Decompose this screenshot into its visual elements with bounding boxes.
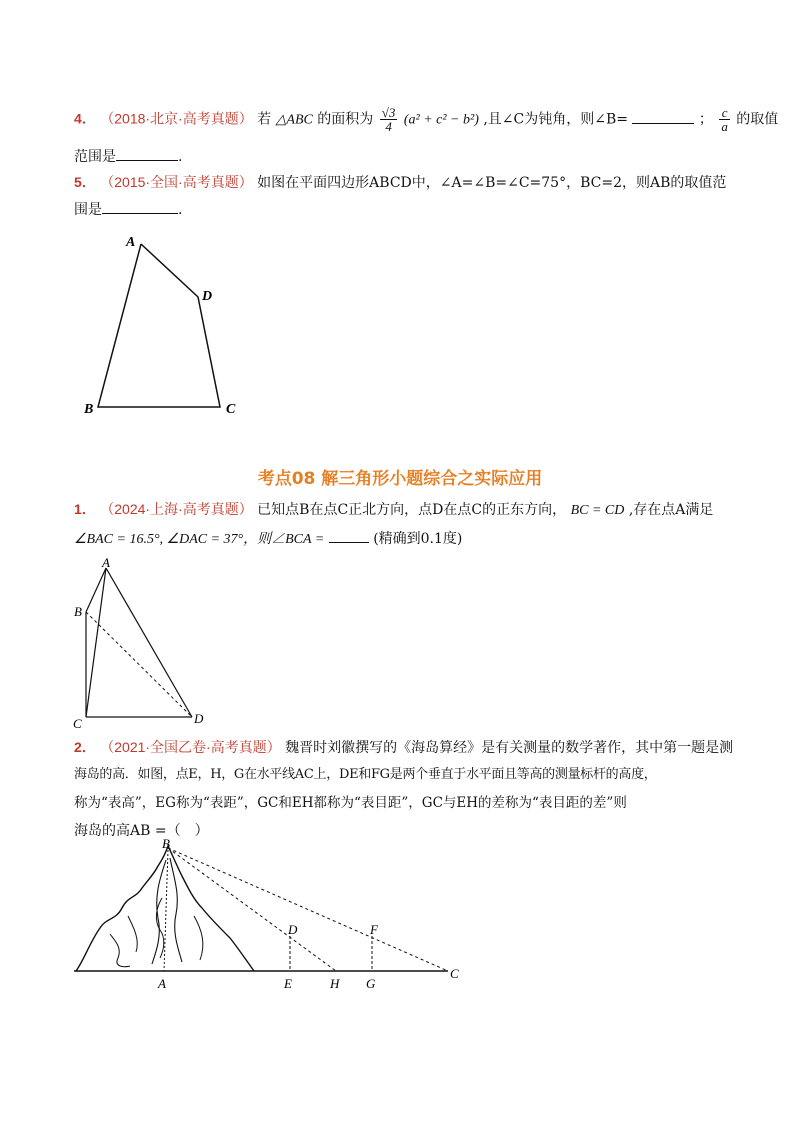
s1-line2 [74,528,462,550]
island-label-g: G [366,976,376,991]
q4-expression: (a² + c² − b²) [403,112,479,128]
island-label-b: B [162,838,170,851]
s2-number: 2． [74,739,96,755]
island-label-c: C [450,966,459,981]
island-ridge-3 [156,898,163,958]
tri-label-d: D [194,711,204,726]
q5-number: 5． [74,174,96,190]
s1-equation: BC = CD [570,503,625,518]
quad-label-a: A [126,235,136,250]
island-label-a: A [158,976,166,991]
quadrilateral-figure [80,230,250,420]
q4-text-1: 若 [257,111,272,128]
q4-fraction [380,106,398,133]
q4-line2 [74,146,182,167]
q4-source: （2018·北京·高考真题） [100,110,253,127]
quad-label-b: B [84,402,94,417]
q5-line2 [74,199,182,220]
q4-answer-blank-1[interactable] [632,109,694,124]
q5-line2-end: . [178,202,183,218]
island-label-h: H [330,976,340,991]
s2-source: （2021·全国乙卷·高考真题） [100,739,281,755]
q4-answer-blank-2[interactable] [116,146,178,161]
s2-line3 [74,793,627,813]
s2-text-2: 海岛的高．如图，点E，H，G在水平线AC上，DE和FG是两个垂直于水平面且等高的测量标杆的高度， [74,767,657,782]
q4-frac-top: √3 [381,105,396,120]
s2-text-1: 魏晋时刘徽撰写的《海岛算经》是有关测量的数学著作，其中第一题是测 [285,740,734,756]
q5-line1 [74,172,726,193]
s1-line2-text: ∠BAC = 16.5°, ∠DAC = 37°，则∠BCA = [74,532,325,547]
q4-frac-bottom: 4 [385,119,392,134]
quad-label-d: D [202,289,213,304]
section-title: 考点08 解三角形小题综合之实际应用 [257,469,543,489]
line-bd-dashed [86,612,192,717]
s2-text-4: 海岛的高AB =（ ） [74,823,209,839]
q5-source: （2015·全国·高考真题） [100,174,253,190]
sight-line-bc [168,848,448,971]
quad-label-c: C [226,402,236,417]
q4-line2-end: . [178,149,183,165]
s1-text-1: 已知点B在点C正北方向，点D在点C的正东方向， [257,502,567,518]
s1-line1 [74,499,713,521]
s2-text-3: 称为“表高”，EG称为“表距”，GC和EH都称为“表目距”，GC与EH的差称为“表目距的差”则 [74,795,627,811]
island-label-d: D [288,922,298,937]
tri-label-c: C [73,716,82,731]
q5-text-1: 如图在平面四边形ABCD中，∠A=∠B=∠C=75°，BC=2，则AB的取值范 [257,175,727,191]
q4-fraction-2 [719,106,730,133]
s1-answer-blank[interactable] [329,528,369,543]
island-ridge-5 [128,916,137,952]
q4-line2-text: 范围是 [74,149,116,165]
q4-text-4: ； [698,111,713,128]
q5-line2-text: 围是 [74,202,102,218]
q4-triangle: △ABC [275,112,313,128]
q4-frac2-bottom: a [721,119,728,134]
q4-text-3: ,且∠C为钝角，则∠B= [483,111,628,128]
q5-answer-blank[interactable] [102,199,178,214]
island-label-f: F [370,922,378,937]
s2-line2 [74,765,656,785]
q4-text-5: 的取值 [736,111,779,128]
line-ab-dotted [164,850,168,971]
s1-text-2: ,存在点A满足 [628,502,714,518]
q4-text-2: 的面积为 [317,111,374,128]
s2-line1 [74,737,733,758]
island-ridge-1 [152,860,166,964]
s1-number: 1． [74,501,96,517]
island-label-e: E [284,976,292,991]
line-ad [106,568,192,717]
s1-source: （2024·上海·高考真题） [100,501,253,517]
s1-line2-end: (精确到0.1度) [373,531,463,547]
quadrilateral-shape [98,244,220,407]
island-ridge-4 [110,934,130,967]
sight-line-bh [168,848,336,971]
q4-number: 4． [74,110,96,127]
triangle-figure [68,556,218,731]
island-ridge-6 [194,916,203,960]
tri-label-b: B [74,604,82,619]
q4-line1 [74,106,778,133]
q4-frac2-top: c [719,106,730,120]
island-figure [70,838,470,998]
tri-label-a: A [102,556,110,570]
